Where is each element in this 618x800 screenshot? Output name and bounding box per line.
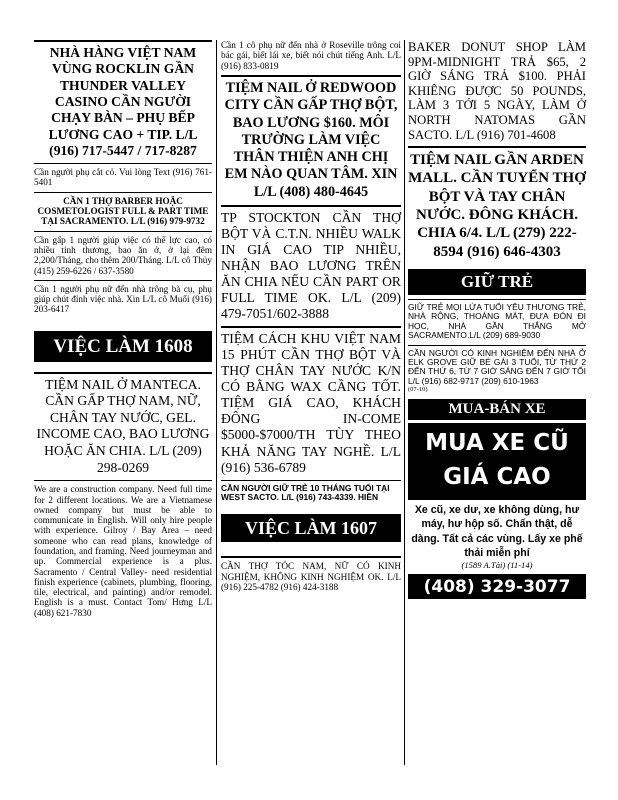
ad-text: BAKER DONUT SHOP LÀM 9PM-MIDNIGHT TRẢ $65, 2 GIỜ SÁNG TRẢ $100. PHẢI KHIÊNG ĐƯỢC 50 POUNDS, LÀM 3 TỚI 5 NGÀY, LÀM Ở NORTH NATOMAS GẦN SACTO. L/L (916) 701-4608 [408,40,586,142]
column-rule-right [404,40,405,765]
ad-restaurant-rocklin [34,40,212,163]
ad-car-headline [408,423,586,500]
ad-hair-stylist [221,556,401,596]
ad-donut-shop [408,40,586,146]
ad-caregiver [34,231,212,280]
section-header-giu-tre: GIỮ TRẺ [408,269,586,295]
ad-stockton [221,205,401,326]
ad-text: Cần 1 cô phụ nữ đến nhà ở Roseville trông coi bác gái, biết lái xe, biết nói chút tiếng Anh. L/L (916) 833-0819 [221,40,401,71]
ad-text: TIỆM CÁCH KHU VIỆT NAM 15 PHÚT CẦN THỢ BỘT VÀ THỢ CHÂN TAY NƯỚC K/N CÓ BẰNG WAX CẦNG TỐT. TIỆM GIÁ CAO, KHÁCH ĐÔNG IN-COME $5000-$7000/TH TÙY THEO KHẢ NĂNG TAY NGHỀ. L/L (916) 536-6789 [221,331,401,475]
ad-text: CẦN THỢ TÓC NAM, NỮ CÓ KINH NGHIỆM, KHÔNG KINH NGHIỆM OK. L/L (916) 225-4782 (916) 424-3188 [221,561,401,592]
ad-construction [34,480,212,622]
ad-roseville-caregiver [221,40,401,75]
section-header-mua-ban-xe: MUA-BÁN XE [408,399,586,420]
ad-text: CẦN NGƯỜI GIỮ TRẺ 10 THÁNG TUỔI TẠI WEST SACTO. L/L (916) 743-4339. HIỀN [221,482,390,502]
ad-text: TIỆM NAIL GẦN ARDEN MALL. CẦN TUYỂN THỢ BỘT VÀ TAY CHÂN NƯỚC. ĐÔNG KHÁCH. CHIA 6/4. L/L (279) 222-8594 (916) 646-4303 [408,152,586,260]
ad-code: (07-10) [408,386,428,394]
ad-text: TP STOCKTON CẦN THỢ BỘT VÀ C.T.N. NHIỀU WALK IN GIÁ CAO TIP NHIỀU, NHẬN BAO LƯƠNG TRÊN ĂN CHIA NẾU CẦN PART OR FULL TIME OK. L/L (209) 479-7051/602-3888 [221,210,401,322]
headline-line-2: GIÁ CAO [443,463,551,490]
column-rule-left [216,40,217,765]
ad-childcare-sacramento [408,299,586,345]
headline-line-1: MUA XE CŨ [425,430,569,457]
ad-text: TIỆM NAIL Ở REDWOOD CITY CẦN GẤP THỢ BỘT, BAO LƯƠNG $160. MÔI TRƯỜNG LÀM VIỆC THÂN THIỆN ANH CHỊ EM NÀO QUAN TÂM. XIN L/L (408) 480-4645 [224,79,398,200]
ad-barber [34,192,212,231]
ad-text: Cần người phụ cắt cỏ. Vui lòng Text (916) 761-5401 [34,167,212,188]
section-header-viec-lam-1608: VIỆC LÀM 1608 [34,331,212,362]
ad-nail-arden-mall [408,146,586,265]
ad-lawn-helper [34,163,212,192]
ad-text: GIỮ TRẺ MỌI LỨA TUỔI YÊU THƯƠNG TRẺ, NHÀ RỘNG, THOÁNG MÁT, ĐƯA ĐÓN ĐI HỌC, NHÀ GẦN THẮNG MỞ SACRAMENTO.L/L (209) 689-9030 [408,301,586,341]
ad-text: Cần gấp 1 người giúp việc có thể lực cao, có nhiều tinh thương, bao ăn ở, ở lại đêm 2,200/Tháng, cho thêm 200/Tháng. L/L cô Thủy (415) 259-6226 / 637-3580 [34,234,212,276]
ad-text: CẦN NGƯỜI CÓ KINH NGHIỆM ĐẾN NHÀ Ở ELK GROVE GIỮ BÉ GÁI 3 TUỔI, TỪ THỨ 2 ĐẾN THỨ 6, TỪ 7 GIỜ SÁNG ĐẾN 7 GIỜ TỐI L/L (916) 682-9717 (209) 610-1963 [408,347,586,386]
ad-code: (1589 A.Tài) (11-14) [461,560,533,571]
ad-nail-redwood-city [221,75,401,205]
column-1 [34,40,212,622]
ad-text: TIỆM NAIL Ở MANTECA. CẦN GẤP THỢ NAM, NỮ, CHÂN TAY NƯỚC, GEL. INCOME CAO, BAO LƯƠNG HOẶC ĂN CHIA. L/L (209) 298-0269 [36,376,210,475]
ad-nail-15-min [221,326,401,479]
column-3 [408,40,586,599]
ad-car-body [408,500,586,571]
ad-text: CẦN 1 THỢ BARBER HOẶC COSMETOLOGIST FULL & PART TIME TẠI SACRAMENTO. L/L (916) 979-9732 [37,195,209,227]
ad-nail-manteca [34,372,212,480]
ad-text: We are a construction company. Need full time for 2 different locations. We are a Vietnamese owned company but must be able to communicate in English. Will only hire people with experience. Gilroy / Bay Area – need someone who can read plans, knowledge of foundation, and framing. Need journeyman and up. Commercial experience is a plus. Sacramento / Central Valley- need residential finish experience (cabinets, plumbing, flooring, tile, electrical, and painting) and/or remodel. English is a must. Contact Tom/ Hưng L/L (408) 621-7830 [34,484,212,618]
ad-text: Cần 1 người phụ nữ đến nhà trông bà cụ, phụ giúp chút đỉnh việc nhà. Xin L/L cô Muối (916) 203-6417 [34,283,212,315]
ad-elder-care [34,280,212,319]
column-2 [221,40,401,596]
ad-text: Xe cũ, xe dư, xe không dùng, hư máy, hư hộp số. Chấn thật, dễ dàng. Tất cả các vùng. Lấy xe phế thải miễn phí [411,504,583,560]
ad-text: NHÀ HÀNG VIỆT NAM VÙNG ROCKLIN GẦN THUNDER VALLEY CASINO CẦN NGƯỜI CHẠY BÀN – PHỤ BẾP LƯƠNG CAO + TIP. L/L (916) 717-5447 / 717-8287 [48,45,198,158]
ad-car-phone: (408) 329-3077 [408,574,586,599]
ad-babysitter-west-sacto [221,480,401,507]
section-header-viec-lam-1607: VIỆC LÀM 1607 [221,514,401,542]
ad-nanny-elk-grove [408,345,586,398]
